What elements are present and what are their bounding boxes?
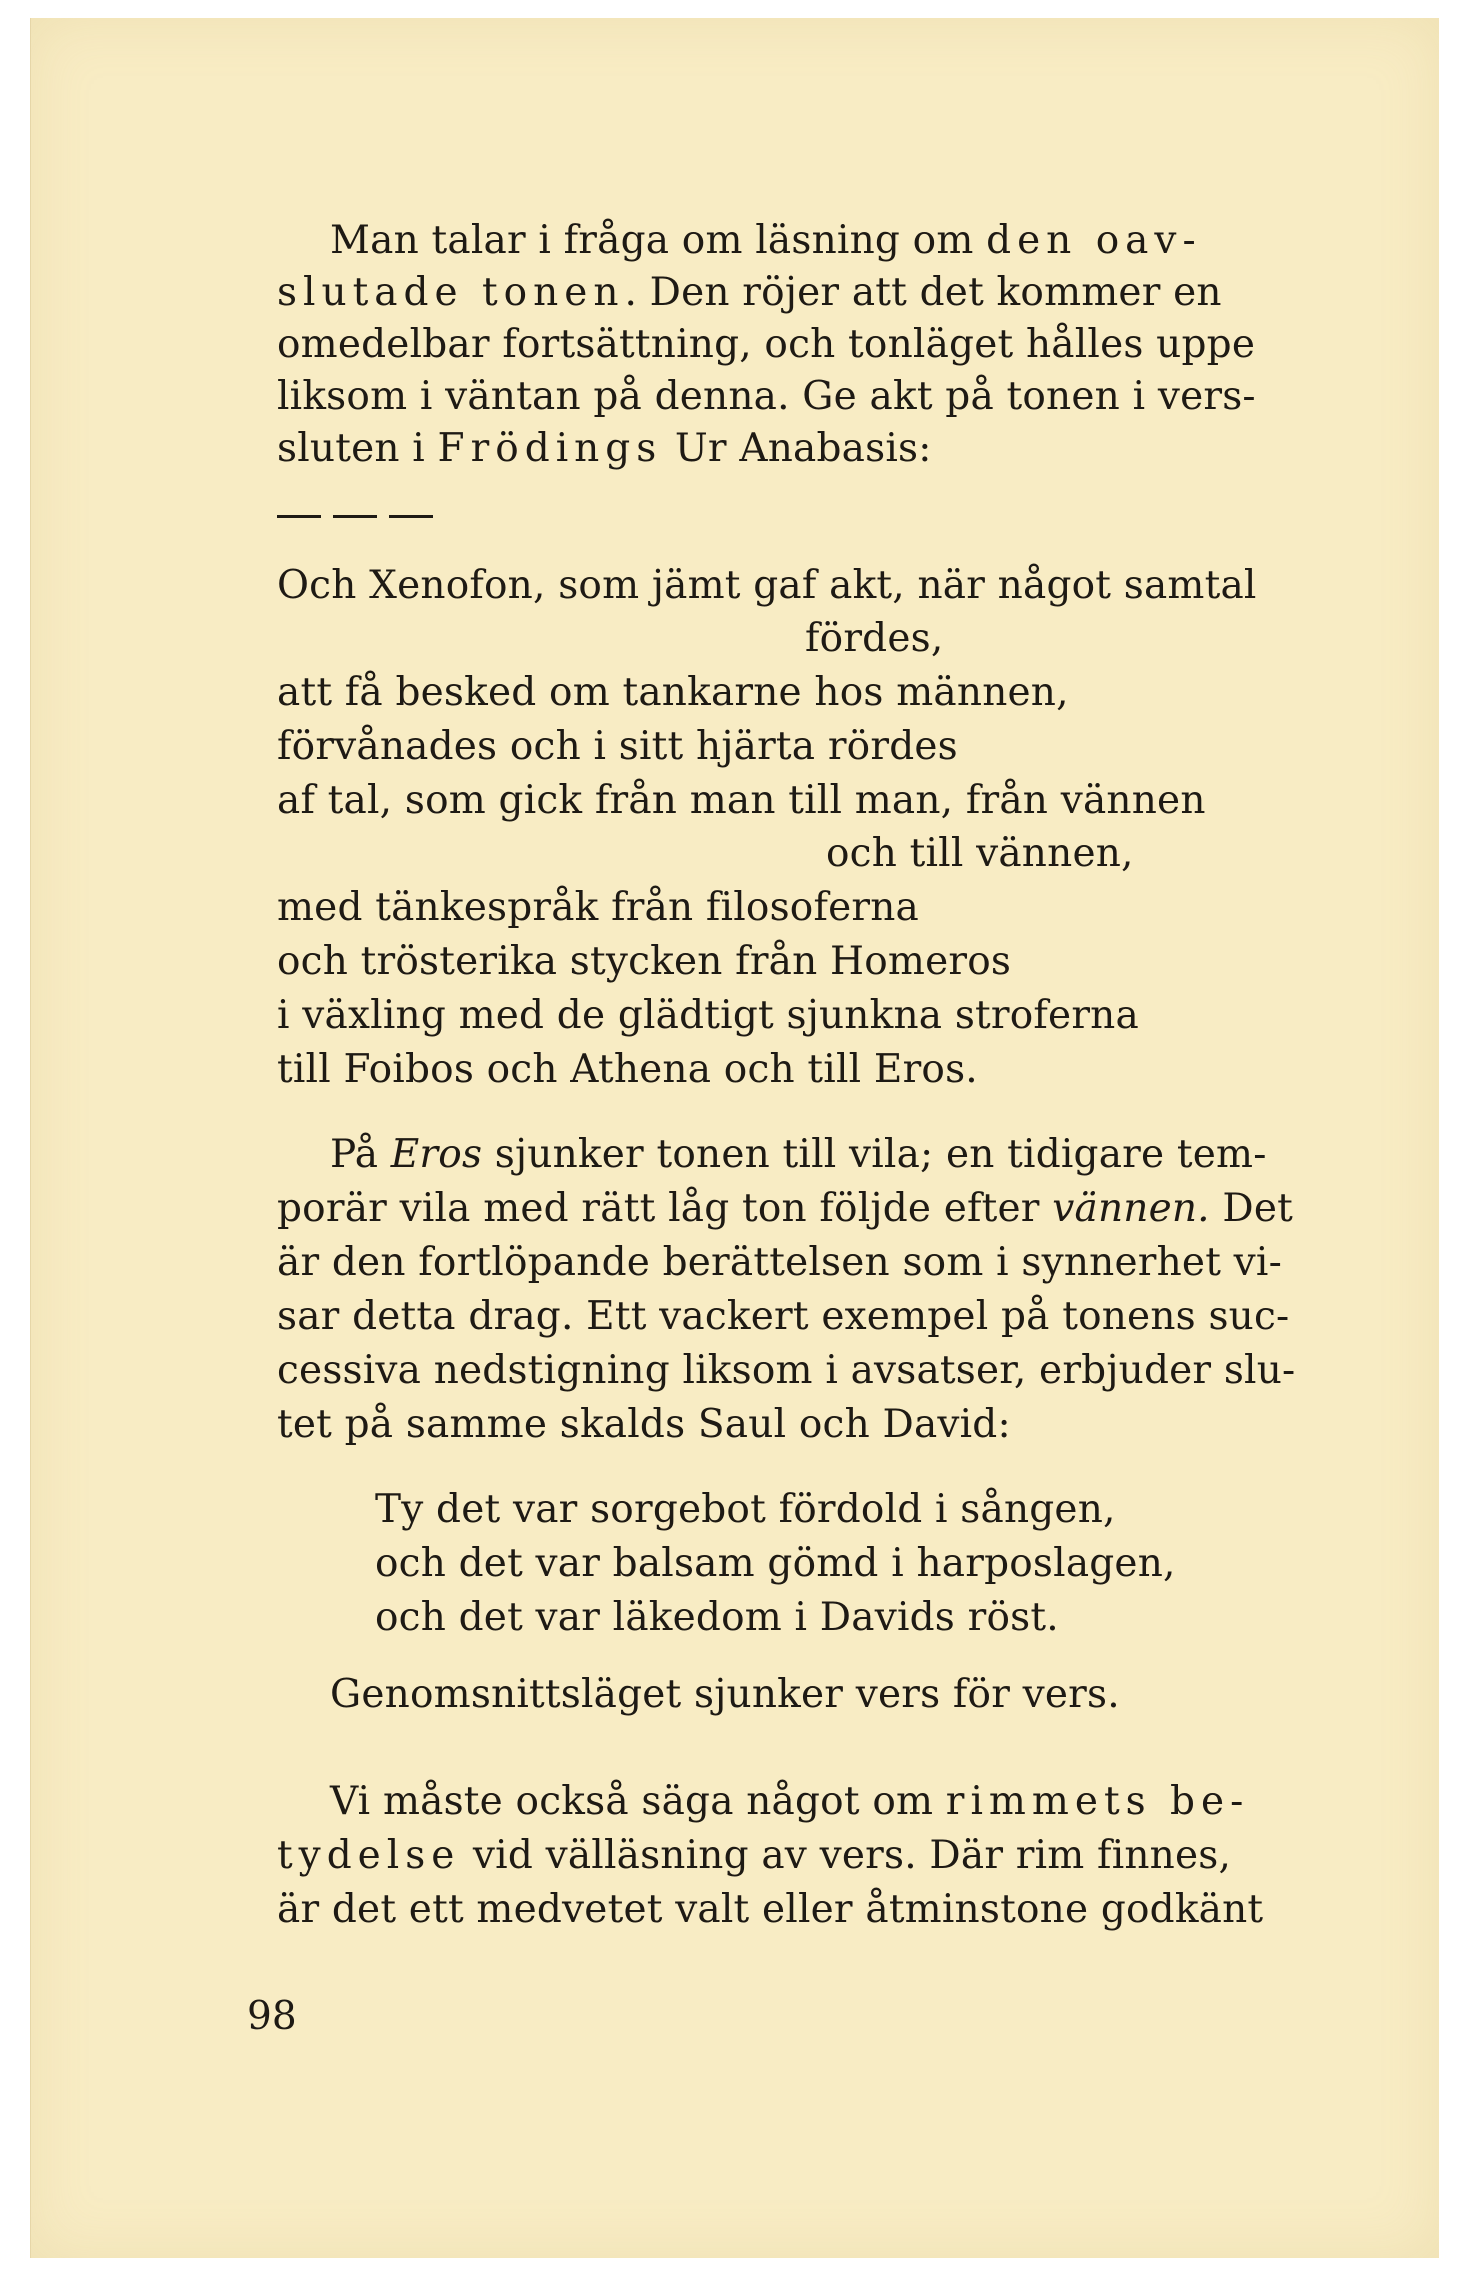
dash-mark [277, 515, 321, 518]
page-number: 98 [247, 1994, 297, 2039]
text-line: cessiva nedstigning liksom i avsatser, erbjuder slu- [277, 1348, 1296, 1393]
text-line: Vi måste också säga något om rimmets be- [330, 1779, 1250, 1824]
poem-line: att få besked om tankarne hos männen, [277, 670, 1069, 715]
text-line: liksom i väntan på denna. Ge akt på tonen i vers- [277, 374, 1256, 419]
text-line: tydelse vid välläsning av vers. Där rim finnes, [277, 1833, 1232, 1878]
text-line: är det ett medvetet valt eller åtminstone godkänt [277, 1887, 1264, 1932]
poem-line: af tal, som gick från man till man, från vännen [277, 778, 1206, 823]
text-line: tet på samme skalds Saul och David: [277, 1402, 1011, 1447]
text-line: sar detta drag. Ett vackert exempel på tonens suc- [277, 1294, 1290, 1339]
text-line: Genomsnittsläget sjunker vers för vers. [330, 1672, 1120, 1717]
text-line: är den fortlöpande berättelsen som i synnerhet vi- [277, 1240, 1282, 1285]
poem-line: till Foibos och Athena och till Eros. [277, 1047, 978, 1092]
text-line: sluten i Frödings Ur Anabasis: [277, 426, 932, 471]
text-line: slutade tonen. Den röjer att det kommer en [277, 270, 1222, 315]
poem-line: i växling med de glädtigt sjunkna stroferna [277, 993, 1139, 1038]
poem-line: och till vännen, [826, 831, 1134, 876]
text-line: På Eros sjunker tonen till vila; en tidigare tem- [330, 1132, 1267, 1177]
text-line: porär vila med rätt låg ton följde efter vännen. Det [277, 1186, 1293, 1231]
dash-mark [389, 515, 433, 518]
poem-line: med tänkespråk från filosoferna [277, 885, 920, 930]
poem-line: förvånades och i sitt hjärta rördes [277, 724, 958, 769]
poem-line: och det var läkedom i Davids röst. [375, 1595, 1059, 1640]
poem-line: Ty det var sorgebot fördold i sången, [375, 1487, 1116, 1532]
poem-line: Och Xenofon, som jämt gaf akt, när något samtal [277, 563, 1257, 608]
poem-line: och trösterika stycken från Homeros [277, 939, 1012, 984]
poem-line: fördes, [805, 616, 944, 661]
ellipsis-dashes [247, 515, 427, 521]
text-line: omedelbar fortsättning, och tonläget hålles uppe [277, 322, 1256, 367]
dash-mark [333, 515, 377, 518]
text-line: Man talar i fråga om läsning om den oav- [330, 218, 1202, 263]
poem-line: och det var balsam gömd i harposlagen, [375, 1541, 1176, 1586]
